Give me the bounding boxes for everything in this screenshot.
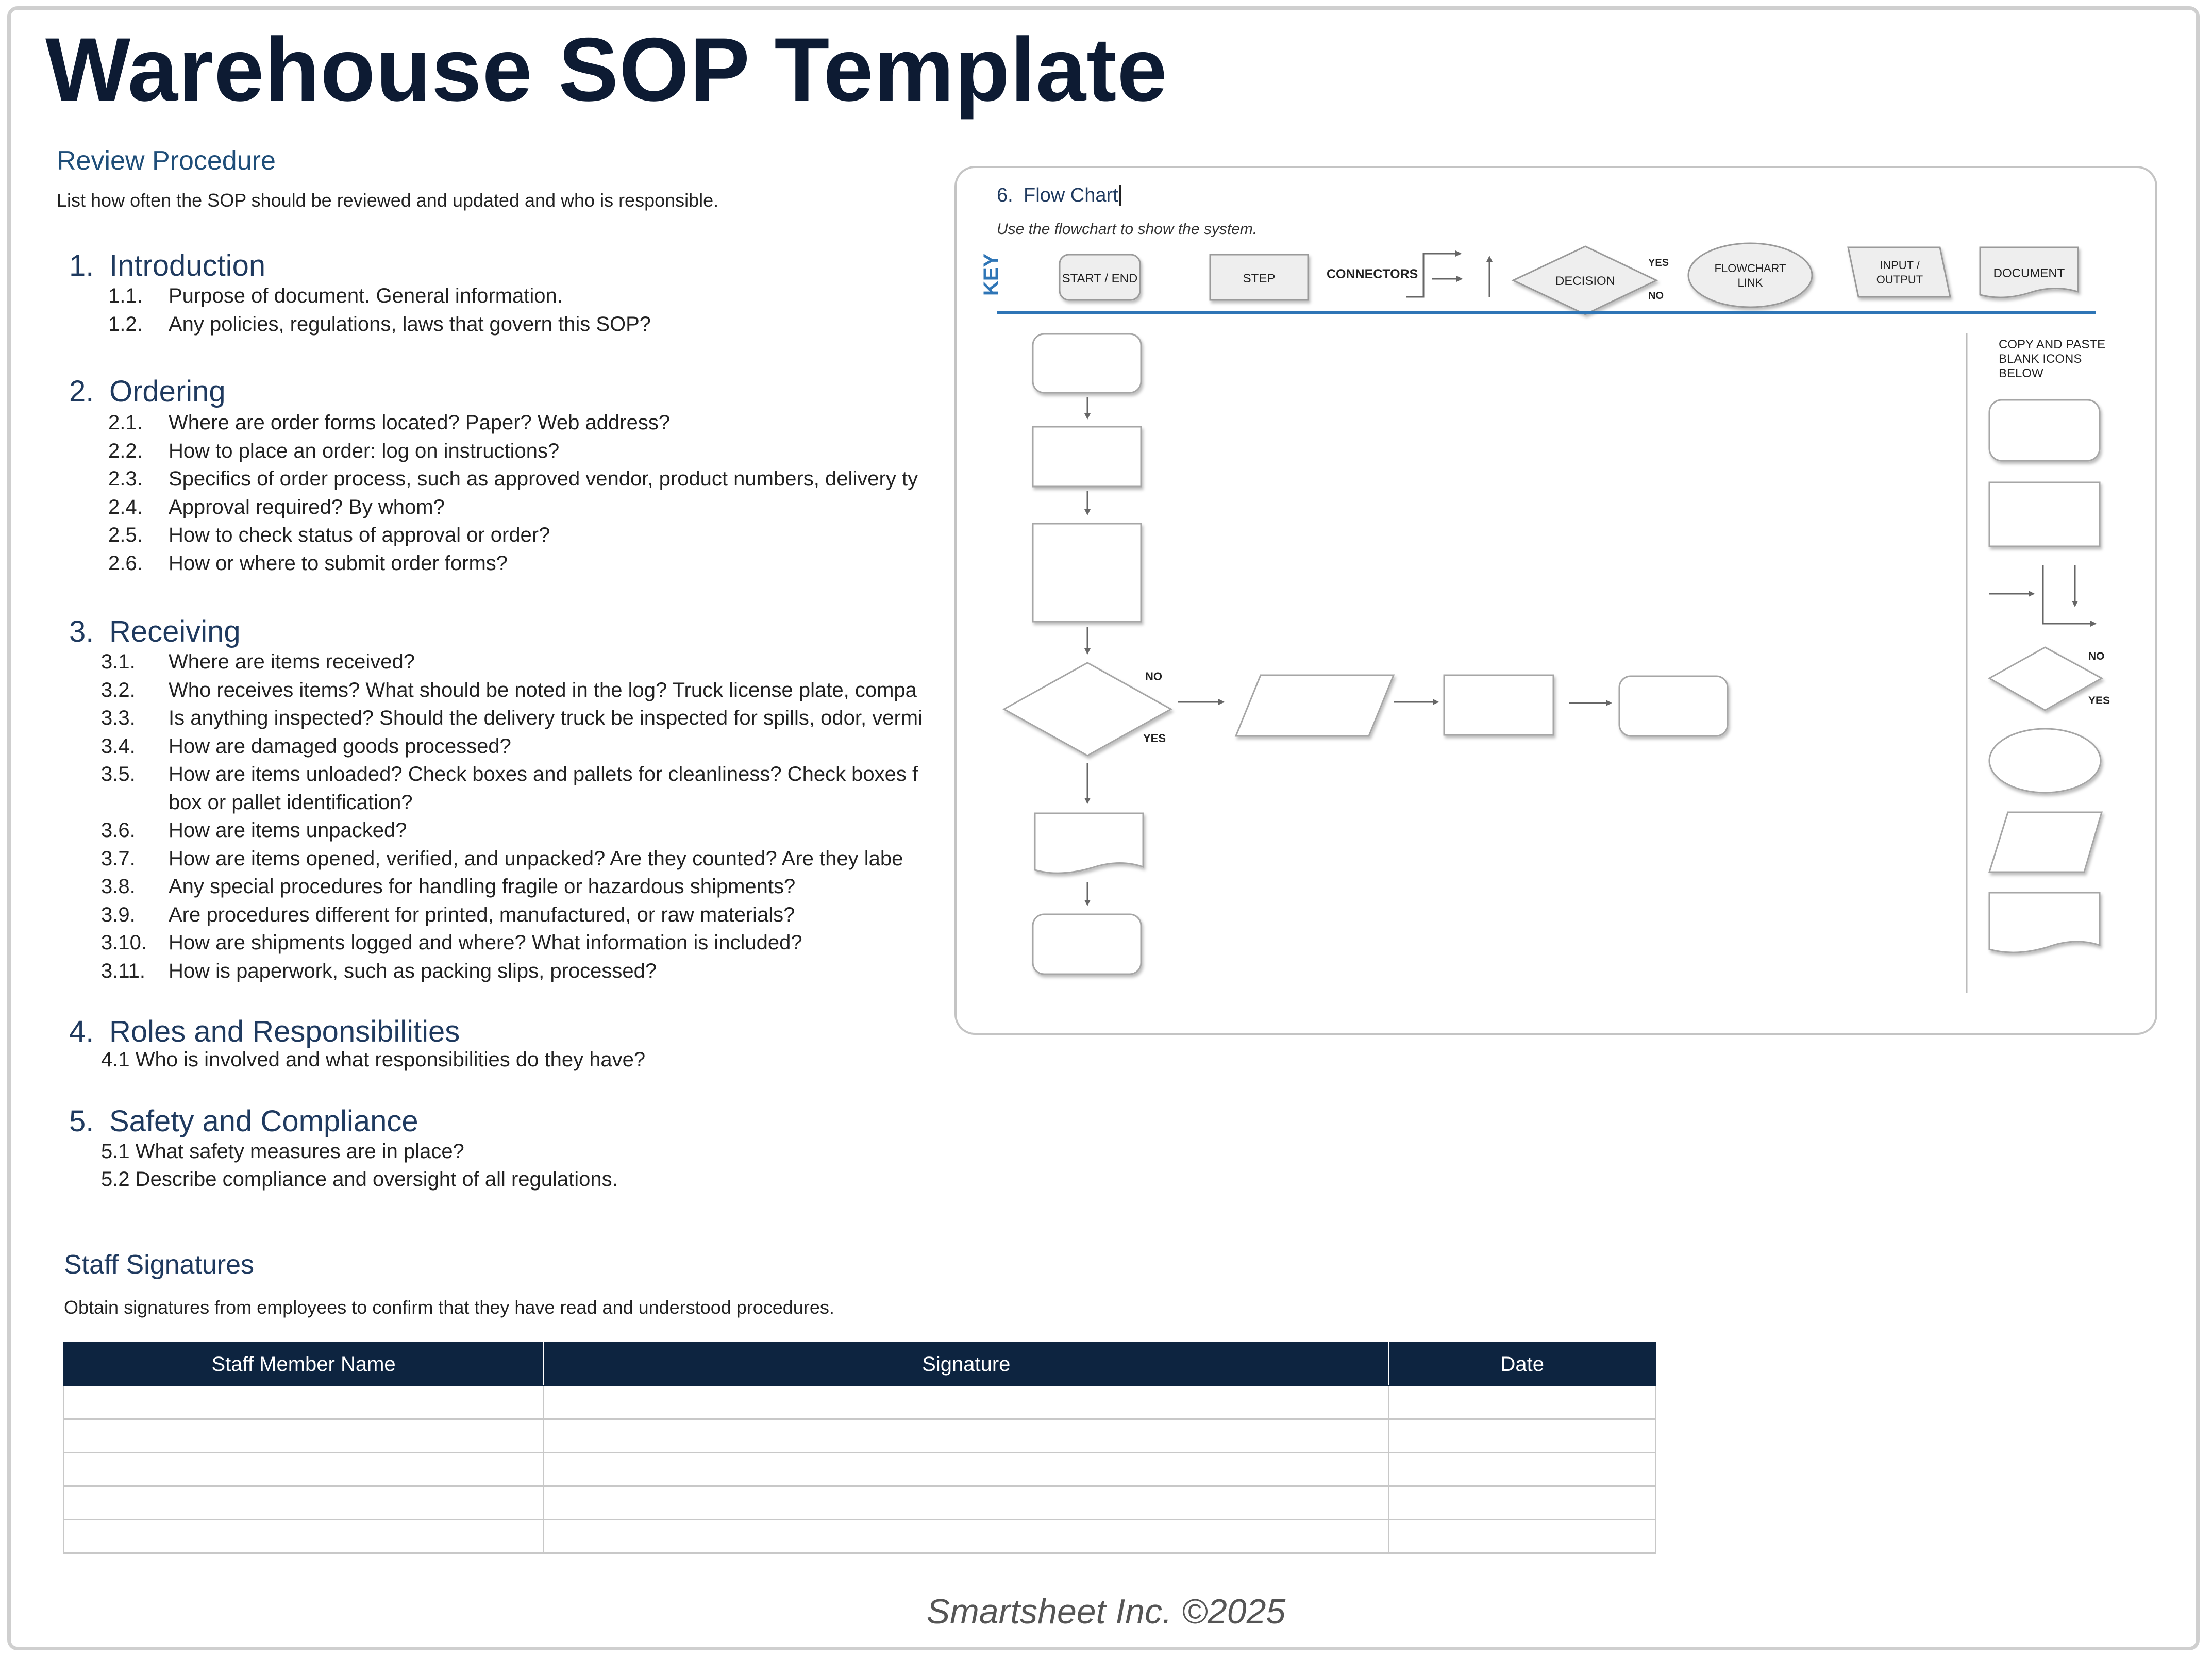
flow-step-shape: [1444, 675, 1553, 735]
list-item: 3.10. How are shipments logged and where? What information is included?: [101, 931, 802, 954]
flow-start-shape: [1033, 334, 1141, 393]
list-item: 3.11. How is paperwork, such as packing slips, processed?: [101, 959, 657, 982]
svg-text:FLOWCHART: FLOWCHART: [1714, 262, 1786, 275]
palette-connector-icons[interactable]: [1989, 565, 2096, 624]
key-decision-shape: [1513, 246, 1669, 314]
footer-copyright: Smartsheet Inc. ©2025: [926, 1592, 1286, 1631]
signature-cell[interactable]: [544, 1386, 1389, 1419]
key-document-shape: [1980, 247, 2078, 297]
list-item: box or pallet identification?: [169, 791, 413, 814]
list-item: 2.3. Specifics of order process, such as approved vendor, product numbers, delivery ty: [108, 467, 918, 490]
safety-item: 5.1 What safety measures are in place?: [101, 1140, 464, 1163]
safety-item: 5.2 Describe compliance and oversight of all regulations.: [101, 1168, 618, 1191]
table-header-row: [64, 1343, 1656, 1386]
section-receiving-heading: [69, 614, 241, 649]
staff-signatures-heading: Staff Signatures: [64, 1250, 255, 1280]
flow-decision-yes: YES: [1143, 732, 1166, 745]
section-title: Ordering: [109, 375, 226, 408]
svg-text:YES: YES: [2088, 695, 2110, 707]
flow-decision-shape: [1004, 663, 1171, 756]
section-title: Receiving: [109, 615, 241, 648]
column-header-signature: Signature: [544, 1343, 1389, 1386]
table-row: [64, 1453, 1656, 1486]
section-title: Roles and Responsibilities: [109, 1015, 460, 1048]
section-title: Introduction: [109, 249, 266, 282]
palette-document-shape[interactable]: [1989, 893, 2100, 952]
table-row: [64, 1486, 1656, 1520]
date-cell[interactable]: [1389, 1520, 1656, 1553]
palette-input-output-shape[interactable]: [1989, 812, 2102, 872]
key-label: KEY: [980, 253, 1002, 296]
flow-end-shape: [1619, 676, 1728, 736]
key-connector-icons: [1406, 254, 1489, 297]
table-row: [64, 1419, 1656, 1453]
column-header-date: Date: [1389, 1343, 1656, 1386]
key-connectors-label: CONNECTORS: [1327, 267, 1418, 281]
flowchart-subtitle: Use the flowchart to show the system.: [997, 221, 1258, 238]
key-flowchart-link-shape: [1688, 243, 1812, 307]
list-item: 3.7. How are items opened, verified, and unpacked? Are they counted? Are they labe: [101, 847, 903, 870]
key-decision-yes: YES: [1648, 257, 1669, 269]
section-roles-heading: [69, 1014, 460, 1049]
name-cell[interactable]: [64, 1486, 544, 1520]
roles-item: 4.1 Who is involved and what responsibilities do they have?: [101, 1048, 646, 1071]
svg-text:LINK: LINK: [1737, 276, 1763, 289]
svg-text:NO: NO: [2088, 650, 2105, 662]
svg-text:INPUT /: INPUT /: [1880, 259, 1920, 272]
list-item: 3.9. Are procedures different for printed, manufactured, or raw materials?: [101, 903, 795, 926]
receiving-list: [0, 650, 954, 987]
signature-cell[interactable]: [544, 1453, 1389, 1486]
column-header-name: Staff Member Name: [64, 1343, 544, 1386]
staff-signatures-text: Obtain signatures from employees to confirm that they have read and understood procedures.: [64, 1297, 834, 1318]
list-item: 1.1. Purpose of document. General information.: [108, 284, 563, 307]
list-item: 3.2. Who receives items? What should be noted in the log? Truck license plate, compa: [101, 678, 917, 701]
list-item: 2.1. Where are order forms located? Paper? Web address?: [108, 411, 671, 434]
flowchart-canvas: [957, 168, 2155, 1033]
page-title: Warehouse SOP Template: [45, 20, 1168, 120]
flowchart-panel: [954, 166, 2157, 1035]
flow-step-shape: [1033, 524, 1141, 622]
date-cell[interactable]: [1389, 1453, 1656, 1486]
flow-step-shape: [1033, 427, 1141, 487]
section-number: 5.: [69, 1104, 94, 1138]
date-cell[interactable]: [1389, 1386, 1656, 1419]
signature-cell[interactable]: [544, 1419, 1389, 1453]
date-cell[interactable]: [1389, 1486, 1656, 1520]
name-cell[interactable]: [64, 1386, 544, 1419]
palette-label-line2: BLANK ICONS: [1999, 352, 2082, 366]
signature-cell[interactable]: [544, 1520, 1389, 1553]
table-row: [64, 1520, 1656, 1553]
flow-end-shape: [1033, 914, 1141, 974]
review-procedure-text: List how often the SOP should be reviewed and updated and who is responsible.: [57, 190, 719, 211]
name-cell[interactable]: [64, 1520, 544, 1553]
section-safety-heading: [69, 1104, 418, 1138]
name-cell[interactable]: [64, 1453, 544, 1486]
section-number: 2.: [69, 375, 94, 408]
date-cell[interactable]: [1389, 1419, 1656, 1453]
palette-decision-shape[interactable]: [1989, 647, 2110, 710]
list-item: 3.6. How are items unpacked?: [101, 819, 407, 842]
table-row: [64, 1386, 1656, 1419]
flow-decision-no: NO: [1145, 670, 1162, 683]
list-item: 3.3. Is anything inspected? Should the delivery truck be inspected for spills, odor, vermi: [101, 707, 923, 729]
list-item: 2.6. How or where to submit order forms?: [108, 551, 508, 575]
section-introduction-heading: [69, 248, 265, 283]
flow-document-shape: [1035, 813, 1143, 873]
list-item: 3.5. How are items unloaded? Check boxes and pallets for cleanliness? Check boxes f: [101, 763, 918, 785]
name-cell[interactable]: [64, 1419, 544, 1453]
list-item: 2.2. How to place an order: log on instructions?: [108, 439, 560, 462]
svg-text:OUTPUT: OUTPUT: [1876, 273, 1923, 286]
key-start-end-shape: [1060, 255, 1140, 300]
palette-label-line1: COPY AND PASTE: [1999, 338, 2106, 351]
list-item: 1.2. Any policies, regulations, laws that govern this SOP?: [108, 312, 651, 336]
section-number: 4.: [69, 1015, 94, 1048]
key-start-end-label: START / END: [1062, 272, 1138, 286]
palette-label-line3: BELOW: [1999, 366, 2043, 380]
flow-input-output-shape: [1236, 675, 1394, 736]
palette-start-end-shape[interactable]: [1989, 400, 2100, 461]
section-number: 1.: [69, 249, 94, 282]
signature-table: [63, 1342, 1656, 1554]
list-item: 2.5. How to check status of approval or order?: [108, 524, 550, 546]
flowchart-heading: 6. Flow Chart: [997, 185, 1121, 207]
list-item: 3.8. Any special procedures for handling fragile or hazardous shipments?: [101, 875, 796, 898]
section-number: 3.: [69, 615, 94, 648]
section-title: Safety and Compliance: [109, 1104, 418, 1138]
ordering-list: [0, 411, 954, 580]
introduction-list: [0, 284, 954, 341]
svg-text:DOCUMENT: DOCUMENT: [1993, 266, 2065, 280]
palette-link-shape[interactable]: [1989, 729, 2101, 793]
section-ordering-heading: [69, 374, 226, 409]
key-step-label: STEP: [1243, 272, 1276, 286]
key-decision-label: DECISION: [1555, 274, 1616, 288]
list-item: 3.1. Where are items received?: [101, 650, 415, 673]
key-decision-no: NO: [1648, 290, 1664, 302]
key-input-output-shape: [1848, 247, 1950, 297]
signature-cell[interactable]: [544, 1486, 1389, 1520]
palette-step-shape[interactable]: [1989, 482, 2100, 546]
key-step-shape: [1210, 255, 1308, 300]
list-item: 2.4. Approval required? By whom?: [108, 495, 445, 518]
review-procedure-heading: Review Procedure: [57, 146, 276, 176]
list-item: 3.4. How are damaged goods processed?: [101, 734, 511, 758]
